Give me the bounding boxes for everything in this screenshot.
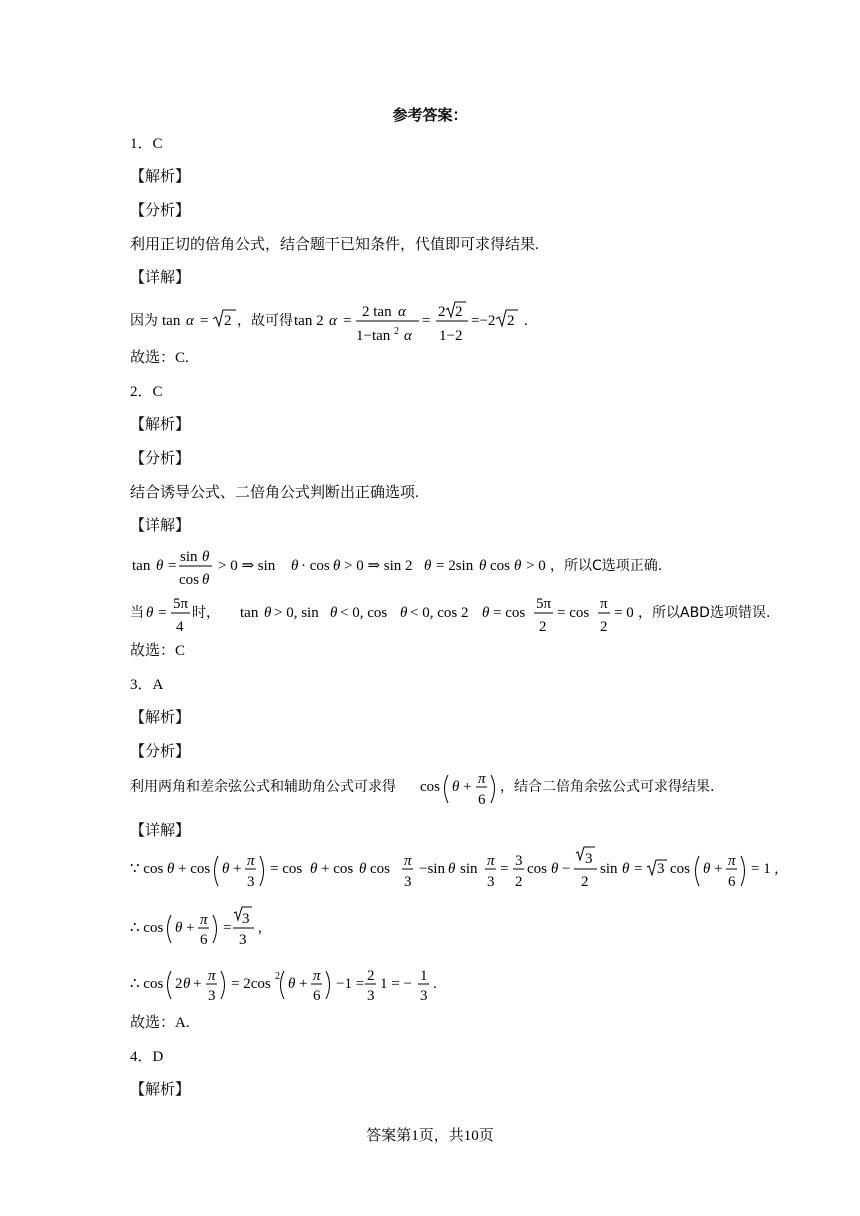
- svg-text:> 0, sin: > 0, sin: [274, 605, 319, 621]
- svg-text:3: 3: [367, 988, 375, 1004]
- svg-text:利用两角和差余弦公式和辅助角公式可求得: 利用两角和差余弦公式和辅助角公式可求得: [130, 779, 396, 795]
- svg-text:= 1 ,: = 1 ,: [751, 861, 779, 877]
- svg-text:cos: cos: [370, 861, 390, 877]
- svg-text:α: α: [186, 313, 194, 329]
- svg-text:θ: θ: [703, 861, 711, 877]
- svg-text:θ: θ: [551, 861, 559, 877]
- svg-text:2 tan: 2 tan: [362, 304, 392, 320]
- svg-text:5π: 5π: [173, 596, 189, 612]
- svg-text:=−2: =−2: [471, 313, 496, 329]
- svg-text:∴ cos: ∴ cos: [130, 920, 164, 936]
- svg-text:6: 6: [478, 792, 486, 808]
- svg-text:π: π: [404, 853, 412, 869]
- svg-text:=: =: [634, 861, 643, 877]
- svg-text:π: π: [600, 596, 608, 612]
- svg-text:θ: θ: [264, 605, 272, 621]
- svg-text:θ: θ: [222, 861, 230, 877]
- svg-text:sin: sin: [600, 861, 618, 877]
- svg-text:2: 2: [455, 304, 463, 320]
- svg-text:3: 3: [404, 874, 412, 890]
- page-title: 参考答案：: [392, 108, 468, 124]
- svg-text:−1 =: −1 =: [336, 976, 365, 992]
- svg-text:1−2: 1−2: [439, 328, 463, 344]
- svg-text:=: =: [158, 605, 167, 621]
- svg-text:，所以C选项正确.: ，所以C选项正确.: [550, 558, 663, 574]
- svg-text:因为: 因为: [130, 313, 158, 329]
- svg-text:> 0 ⇒ sin 2: > 0 ⇒ sin 2: [344, 558, 413, 574]
- svg-text:π: π: [200, 912, 208, 928]
- svg-text:cos: cos: [490, 558, 510, 574]
- q3-formula-line3: [130, 961, 450, 1007]
- svg-text:2: 2: [394, 326, 399, 337]
- svg-text:=: =: [223, 920, 232, 936]
- svg-text:2: 2: [275, 971, 280, 982]
- svg-text:6: 6: [200, 932, 208, 948]
- svg-text:，故可得: ，故可得: [237, 313, 293, 329]
- svg-text:+: +: [714, 861, 723, 877]
- svg-text:α: α: [398, 304, 406, 320]
- svg-text:tan: tan: [162, 313, 181, 329]
- svg-text:，所以ABD选项错误.: ，所以ABD选项错误.: [638, 605, 771, 621]
- svg-text:+: +: [299, 976, 308, 992]
- svg-text:2: 2: [581, 874, 589, 890]
- svg-text:2: 2: [175, 976, 183, 992]
- svg-text:π: π: [313, 968, 321, 984]
- svg-text:2: 2: [600, 619, 608, 635]
- svg-text:,: ,: [258, 920, 262, 936]
- q2-answer: 2．C: [130, 384, 163, 400]
- q1-answer: 1．C: [130, 136, 163, 152]
- svg-text:θ: θ: [156, 558, 164, 574]
- svg-text:，结合二倍角余弦公式可求得结果.: ，结合二倍角余弦公式可求得结果.: [500, 779, 715, 795]
- svg-text:< 0, cos: < 0, cos: [340, 605, 388, 621]
- svg-text:1 = −: 1 = −: [380, 976, 412, 992]
- q2-formula-line1: [130, 543, 710, 589]
- svg-text:θ: θ: [400, 605, 408, 621]
- svg-text:θ: θ: [310, 861, 318, 877]
- svg-text:θ: θ: [448, 861, 456, 877]
- svg-text:4: 4: [176, 619, 184, 635]
- svg-text:= cos: = cos: [270, 861, 303, 877]
- svg-text:θ: θ: [330, 605, 338, 621]
- svg-text:=: =: [200, 313, 209, 329]
- svg-text:6: 6: [728, 874, 736, 890]
- q3-jiexi-label: 【解析】: [130, 710, 191, 726]
- svg-text:cos: cos: [670, 861, 690, 877]
- svg-text:∴ cos: ∴ cos: [130, 976, 164, 992]
- q2-fenxi-label: 【分析】: [130, 451, 191, 467]
- svg-text:+: +: [186, 920, 195, 936]
- q2-jiexi-label: 【解析】: [130, 417, 191, 433]
- svg-text:3: 3: [420, 988, 428, 1004]
- svg-text:< 0, cos 2: < 0, cos 2: [410, 605, 469, 621]
- svg-text:θ: θ: [146, 605, 154, 621]
- svg-text:θ: θ: [202, 572, 210, 588]
- svg-text:时，: 时，: [192, 605, 220, 621]
- svg-text:2: 2: [438, 304, 446, 320]
- svg-text:1: 1: [420, 968, 428, 984]
- q3-xiangjie-label: 【详解】: [130, 823, 191, 839]
- q4-jiexi-label: 【解析】: [130, 1082, 191, 1098]
- q4-answer: 4．D: [130, 1049, 164, 1065]
- svg-text:3: 3: [247, 874, 255, 890]
- svg-text:sin: sin: [180, 549, 198, 565]
- svg-text:3: 3: [242, 911, 250, 927]
- svg-text:3: 3: [585, 851, 593, 867]
- svg-text:π: π: [208, 968, 216, 984]
- svg-text:=: =: [500, 861, 509, 877]
- svg-text:· cos: · cos: [301, 558, 330, 574]
- svg-text:= 2sin: = 2sin: [436, 558, 474, 574]
- q2-conclusion: 故选：C: [130, 643, 186, 659]
- svg-text:3: 3: [657, 861, 665, 877]
- svg-text:θ: θ: [183, 976, 191, 992]
- svg-text:θ: θ: [167, 861, 175, 877]
- svg-text:=: =: [422, 313, 431, 329]
- svg-text:+ cos: + cos: [178, 861, 211, 877]
- svg-text:3: 3: [239, 932, 247, 948]
- q2-fenxi-text: 结合诱导公式、二倍角公式判断出正确选项.: [130, 485, 419, 501]
- svg-text:+: +: [463, 779, 472, 795]
- svg-text:= cos: = cos: [557, 605, 590, 621]
- svg-text:−: −: [562, 861, 571, 877]
- q1-xiangjie-label: 【详解】: [130, 270, 191, 286]
- svg-text:5π: 5π: [536, 596, 552, 612]
- svg-text:θ: θ: [452, 779, 460, 795]
- svg-text:θ: θ: [333, 558, 341, 574]
- q1-fenxi-text: 利用正切的倍角公式，结合题干已知条件，代值即可求得结果.: [130, 237, 539, 253]
- q3-answer: 3．A: [130, 677, 164, 693]
- svg-text:> 0 ⇒ sin: > 0 ⇒ sin: [218, 558, 276, 574]
- q3-formula-line1: [130, 845, 779, 895]
- svg-text:θ: θ: [514, 558, 522, 574]
- q3-fenxi-label: 【分析】: [130, 744, 191, 760]
- svg-text:2: 2: [367, 968, 375, 984]
- q3-fenxi-line: [130, 766, 730, 812]
- svg-text:tan: tan: [240, 605, 259, 621]
- svg-text:cos: cos: [527, 861, 547, 877]
- svg-text:=: =: [343, 313, 352, 329]
- svg-text:3: 3: [515, 853, 523, 869]
- svg-text:+ cos: + cos: [321, 861, 354, 877]
- svg-text:cos: cos: [179, 572, 199, 588]
- svg-text:π: π: [247, 853, 255, 869]
- svg-text:θ: θ: [622, 861, 630, 877]
- svg-text:3: 3: [208, 988, 216, 1004]
- svg-text:π: π: [487, 853, 495, 869]
- svg-text:θ: θ: [288, 976, 296, 992]
- svg-text:θ: θ: [482, 605, 490, 621]
- svg-text:θ: θ: [291, 558, 299, 574]
- q1-jiexi-label: 【解析】: [130, 169, 191, 185]
- svg-text:= 2cos: = 2cos: [231, 976, 271, 992]
- svg-text:3: 3: [487, 874, 495, 890]
- svg-text:2: 2: [515, 874, 523, 890]
- q2-xiangjie-label: 【详解】: [130, 518, 191, 534]
- svg-text:= cos: = cos: [493, 605, 526, 621]
- q2-formula-line2: [130, 590, 771, 638]
- svg-text:.: .: [524, 313, 528, 329]
- svg-text:2: 2: [539, 619, 547, 635]
- svg-text:θ: θ: [202, 549, 210, 565]
- q1-conclusion: 故选：C.: [130, 350, 189, 366]
- svg-text:θ: θ: [424, 558, 432, 574]
- svg-text:α: α: [404, 328, 412, 344]
- svg-text:2: 2: [507, 313, 515, 329]
- svg-text:+: +: [193, 976, 202, 992]
- svg-text:tan: tan: [132, 558, 151, 574]
- q1-fenxi-label: 【分析】: [130, 203, 191, 219]
- svg-text:=: =: [168, 558, 177, 574]
- svg-text:cos: cos: [420, 779, 440, 795]
- svg-text:2: 2: [224, 313, 232, 329]
- q3-conclusion: 故选：A.: [130, 1015, 190, 1031]
- svg-text:+: +: [233, 861, 242, 877]
- svg-text:当: 当: [130, 605, 144, 621]
- svg-text:tan 2: tan 2: [294, 313, 324, 329]
- svg-text:π: π: [478, 771, 486, 787]
- page-footer: 答案第1页，共10页: [366, 1128, 494, 1144]
- svg-text:∵ cos: ∵ cos: [130, 861, 164, 877]
- svg-text:.: .: [433, 976, 437, 992]
- svg-text:1−tan: 1−tan: [356, 328, 391, 344]
- svg-text:θ: θ: [479, 558, 487, 574]
- svg-text:6: 6: [313, 988, 321, 1004]
- q1-formula: [130, 293, 530, 347]
- svg-text:= 0: = 0: [614, 605, 634, 621]
- svg-text:sin: sin: [460, 861, 478, 877]
- svg-text:> 0: > 0: [526, 558, 546, 574]
- svg-text:θ: θ: [175, 920, 183, 936]
- svg-text:α: α: [329, 313, 337, 329]
- svg-text:θ: θ: [359, 861, 367, 877]
- q3-formula-line2: [130, 905, 330, 951]
- svg-text:π: π: [728, 853, 736, 869]
- svg-text:−sin: −sin: [419, 861, 445, 877]
